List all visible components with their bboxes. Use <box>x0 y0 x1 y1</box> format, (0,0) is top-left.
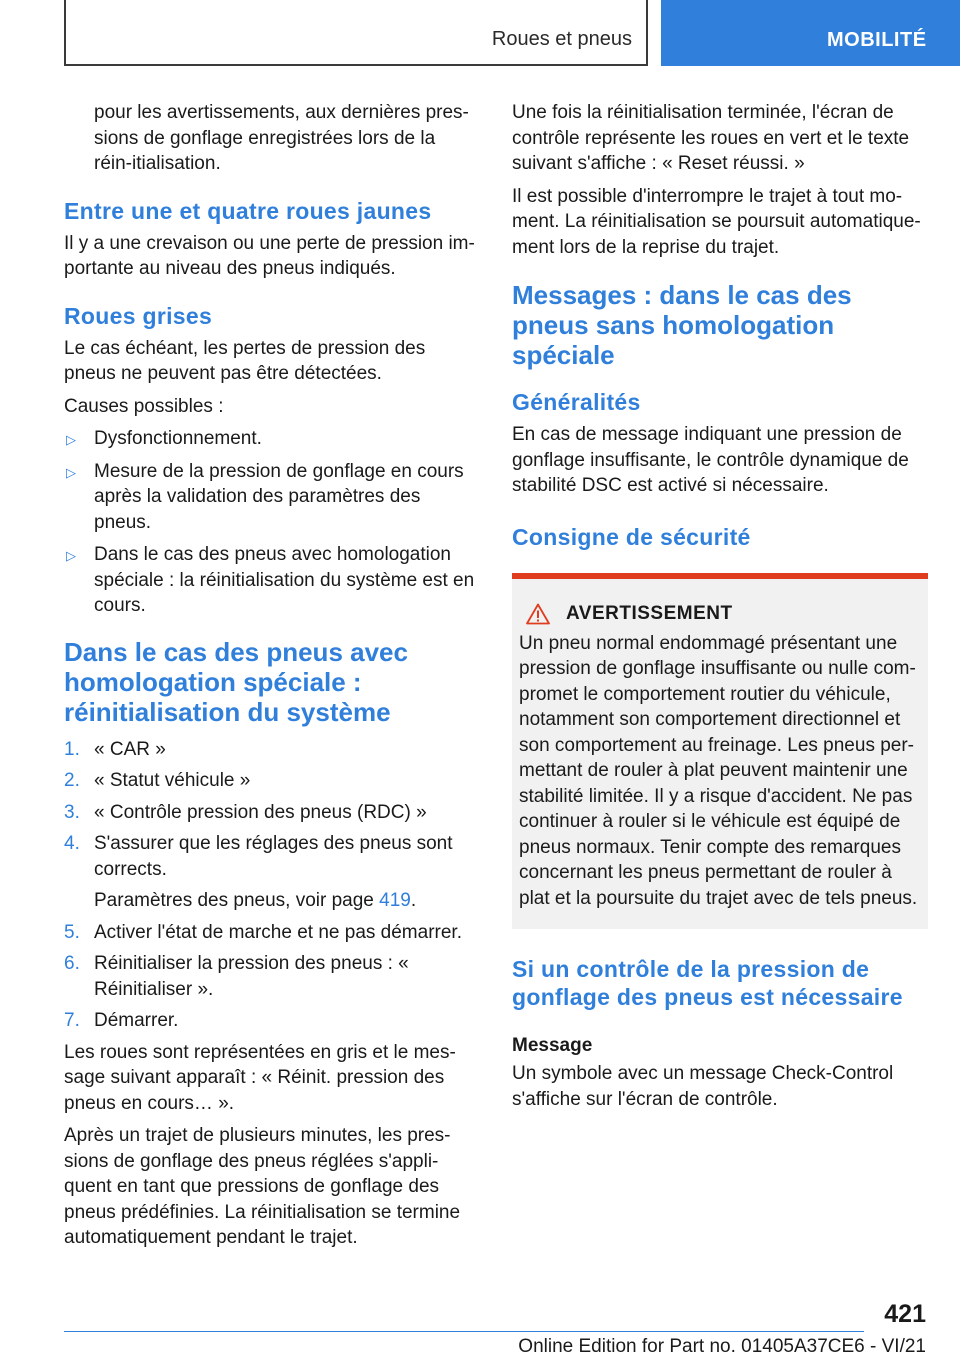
page-reference-link[interactable]: 419 <box>379 890 411 911</box>
right-column <box>512 100 928 1119</box>
step-item: 7. Démarrer. <box>64 1010 179 1031</box>
heading-grey-wheels: Roues grises <box>64 302 213 329</box>
reset-steps-list <box>64 737 478 1034</box>
causes-list <box>64 426 478 619</box>
paragraph-yellow-wheels: Il y a une crevaison ou une perte de pression im-portante au niveau des pneus indiqués. <box>64 232 475 279</box>
step-sub-note: Paramètres des pneus, voir page 419. <box>94 890 417 911</box>
warning-triangle-icon <box>526 603 550 625</box>
step-item: 3. « Contrôle pression des pneus (RDC) » <box>64 801 427 823</box>
step-item: 4. S'assurer que les réglages des pneus sont corrects. Paramètres des pneus, voir page 419. <box>64 831 478 914</box>
heading-general: Généralités <box>512 389 641 415</box>
warning-box <box>512 573 928 930</box>
heading-check-needed: Si un contrôle de la pression de gonflage des pneus est nécessaire <box>512 956 903 1010</box>
header-section-title: Roues et pneus <box>491 28 632 50</box>
paragraph-grey-display: Les roues sont représentées en gris et le mes-sage suivant apparaît : « Réinit. pression des pneus en cours… ». <box>64 1041 456 1114</box>
heading-yellow-wheels: Entre une et quatre roues jaunes <box>64 197 432 224</box>
triangle-right-icon: ▷ <box>66 432 76 447</box>
warning-header <box>519 603 918 625</box>
heading-system-reset: Dans le cas des pneus avec homologation spéciale : réinitialisation du système <box>64 636 408 727</box>
step-item: 6. Réinitialiser la pression des pneus : « Réinitialiser ». <box>64 953 409 1000</box>
header-section-box <box>64 0 648 66</box>
paragraph-grey-wheels: Le cas échéant, les pertes de pression des pneus ne peuvent pas être détectées. <box>64 337 426 384</box>
intro-paragraph: pour les avertissements, aux dernières pres-sions de gonflage enregistrées lors de la réin-itialisation. <box>94 102 469 174</box>
triangle-right-icon: ▷ <box>66 548 76 563</box>
paragraph-interrupt: Il est possible d'interrompre le trajet à tout mo-ment. La réinitialisation se poursuit automatique-ment lors de la reprise du trajet. <box>512 185 921 258</box>
footer-edition: Online Edition for Part no. 01405A37CE6 - VI/21 <box>518 1336 926 1357</box>
warning-text: Un pneu normal endommagé présentant une pression de gonflage insuffisante ou nulle com-promet le comportement routier du véhicule, notamment son comportement directionnel et son comportement au freinage. Les pneus per-mettant de rouler à plat peuvent maintenir une stabilité limitée. Il y a risque d'accident. Ne pas continuer à rouler si le véhicule est équipé de pneus normaux. Tenir compte des remarques concernant les pneus permettant de rouler à plat et la poursuite du trajet avec de tels pneus. <box>519 632 918 909</box>
paragraph-message: Un symbole avec un message Check-Control s'affiche sur l'écran de contrôle. <box>512 1063 894 1110</box>
heading-messages: Messages : dans le cas des pneus sans homologation spéciale <box>512 280 852 370</box>
list-item: ▷ Dysfonctionnement. <box>64 426 478 452</box>
heading-safety: Consigne de sécurité <box>512 523 751 550</box>
paragraph-after-drive: Après un trajet de plusieurs minutes, les pres-sions de gonflage des pneus réglées s'appli-quent en tant que pressions de gonflage des pneus prédéfinies. La réinitialisation se termine automatiquement pendant le trajet. <box>64 1125 461 1248</box>
paragraph-reset-done: Une fois la réinitialisation terminée, l'écran de contrôle représente les roues en vert et le texte suivant s'affiche : « Reset réussi. » <box>512 102 910 174</box>
paragraph-causes: Causes possibles : <box>64 395 224 417</box>
warning-title: AVERTISSEMENT <box>566 602 733 624</box>
footer-divider <box>64 1331 864 1332</box>
step-item: 2. « Statut véhicule » <box>64 770 251 791</box>
header-chapter-tab: MOBILITÉ <box>661 0 960 66</box>
step-item: 5. Activer l'état de marche et ne pas démarrer. <box>64 921 462 943</box>
paragraph-general: En cas de message indiquant une pression de gonflage insuffisante, le contrôle dynamique de stabilité DSC est activé si nécessaire. <box>512 424 909 496</box>
triangle-right-icon: ▷ <box>66 464 76 480</box>
step-item: 1. « CAR » <box>64 738 166 760</box>
list-item: ▷ Dans le cas des pneus avec homologation spéciale : la réinitialisation du système est en cours. <box>66 544 475 616</box>
left-column <box>64 100 478 1258</box>
list-item: ▷ Mesure de la pression de gonflage en cours après la validation des paramètres des pneus. <box>66 460 464 533</box>
page-number: 421 <box>884 1300 926 1328</box>
page-header <box>0 0 960 66</box>
heading-message: Message <box>512 1035 593 1056</box>
